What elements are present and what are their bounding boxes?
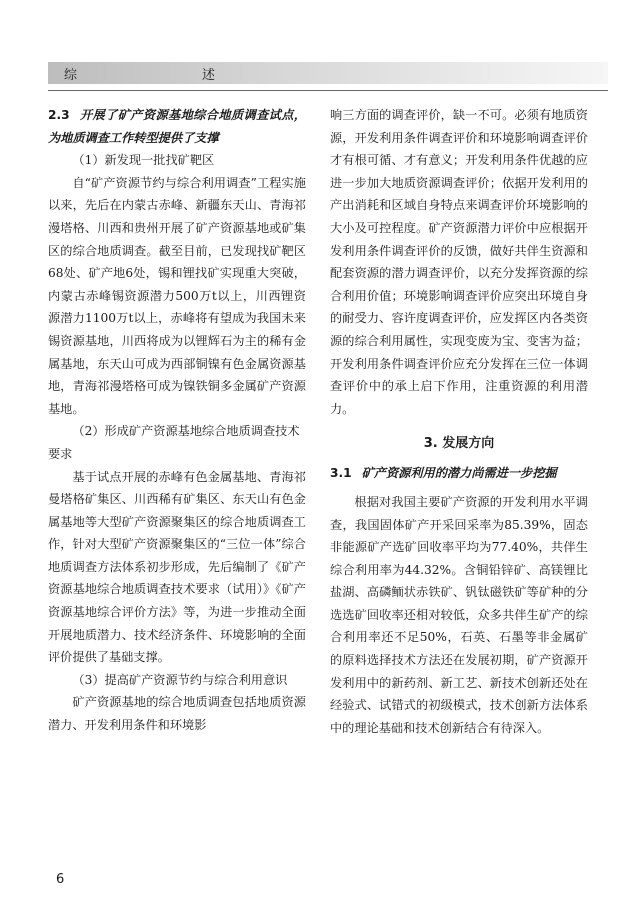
- running-header-right: 述: [202, 68, 216, 83]
- running-header-band: [48, 62, 608, 84]
- section-title: 开展了矿产资源基地综合地质调查试点，为地质调查工作转型提供了支撑: [48, 108, 306, 145]
- paragraph-continued: 响三方面的调查评价，缺一不可。必须有地质资源，开发利用条件调查评价和环境影响调查评价才有根可循、才有意义；开发利用条件优越的应进一步加大地质资源调查评价；依据开发利用的产出消耗和区域自身特点来调查评价环境影响的大小及可控程度。矿产资源潜力评价中应根据开发利用条件调查评价的反馈，做好共伴生资源和配套资源的潜力调查评价，以充分发挥资源的综合利用价值；环境影响调查评价应突出环境自身的耐受力、容许度调查评价，应发挥区内各类资源的综合利用属性，实现变废为宝、变害为益；开发利用条件调查评价应充分发挥在三位一体调查评价中的承上启下作用，注重资源的利用潜力。: [330, 108, 588, 416]
- main-heading: 3. 发展方向: [423, 436, 495, 452]
- subheading-1: （1）新发现一批找矿靶区: [72, 153, 215, 168]
- paragraph: 矿产资源基地的综合地质调查包括地质资源潜力、开发利用条件和环境影: [48, 695, 306, 733]
- left-column: [48, 104, 306, 737]
- running-header-left: 综: [64, 68, 78, 83]
- section-title: 矿产资源利用的潜力尚需进一步挖掘: [361, 466, 557, 481]
- subheading-3: （3）提高矿产资源节约与综合利用意识: [72, 672, 288, 687]
- section-heading-3-1: [330, 462, 588, 485]
- page-number: 6: [56, 872, 65, 887]
- paragraph: 根据对我国主要矿产资源的开发利用水平调查，我国固体矿产开采回采率为85.39%，固态非能源矿产选矿回收率平均为77.40%，共伴生综合利用率为44.32%。含铜铅锌矿、高镁锂比盐湖、高磷鲕状赤铁矿、钒钛磁铁矿等矿种的分选选矿回收率还相对较低，众多共伴生矿产的综合利用率还不足50%，石英、石墨等非金属矿的原料选择技术方法还在发展初期，矿产资源开发利用中的新药剂、新工艺、新技术创新还处在经验式、试错式的初级模式，技术创新方法体系中的理论基础和技术创新结合有待深入。: [330, 494, 588, 735]
- paragraph: 自“矿产资源节约与综合利用调查”工程实施以来，先后在内蒙古赤峰、新疆东天山、青海祁漫塔格、川西和贵州开展了矿产资源基地或矿集区的综合地质调查。截至目前，已发现找矿靶区68处、矿产地6处，锡和锂找矿实现重大突破，内蒙古赤峰锡资源潜力500万t以上，川西锂资源潜力1100万t以上，赤峰将有望成为我国未来锡资源基地，川西将成为以锂辉石为主的稀有金属基地，东天山可成为西部铜镍有色金属资源基地，青海祁漫塔格可成为镍铁铜多金属矿产资源基地。: [48, 175, 306, 416]
- section-heading-2-3: [48, 104, 306, 149]
- subheading-2: （2）形成矿产资源基地综合地质调查技术要求: [48, 424, 300, 461]
- header-divider: [48, 90, 608, 91]
- paragraph: 基于试点开展的赤峰有色金属基地、青海祁曼塔格矿集区、川西稀有矿集区、东天山有色金属基地等大型矿产资源聚集区的综合地质调查工作，针对大型矿产资源聚集区的“三位一体”综合地质调查方法体系初步形成，先后编制了《矿产资源基地综合地质调查技术要求（试用）》《矿产资源基地综合评价方法》等，为进一步推动全面开展地质潜力、技术经济条件、环境影响的全面评价提供了基础支撑。: [48, 469, 306, 665]
- section-number: 2.3: [48, 108, 70, 122]
- section-number: 3.1: [330, 466, 352, 481]
- right-column: [330, 104, 588, 739]
